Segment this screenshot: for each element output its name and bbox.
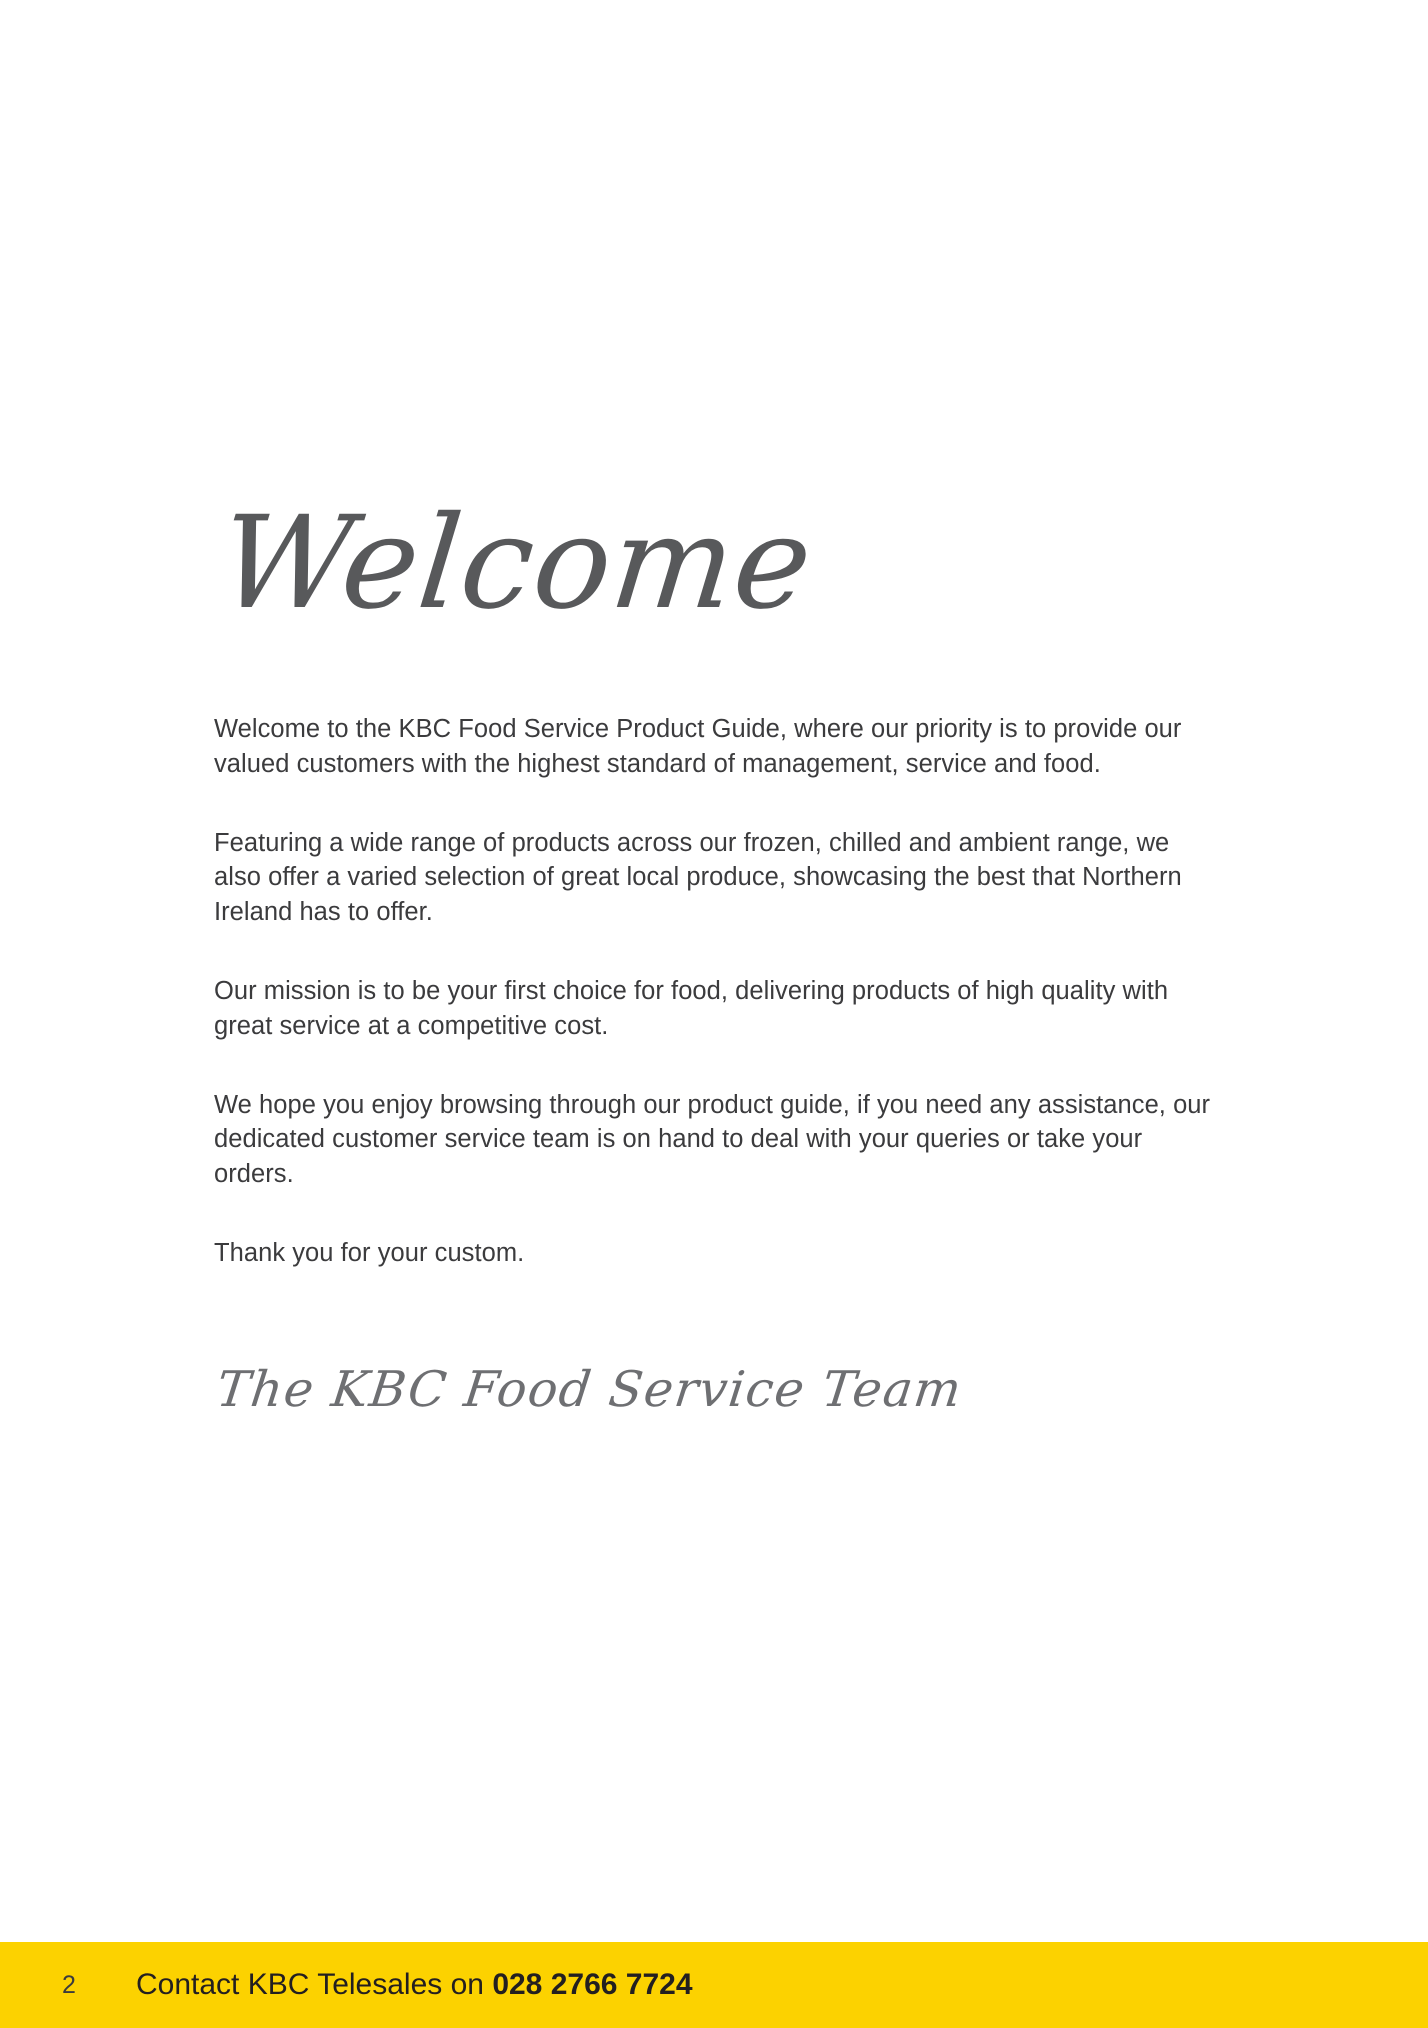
paragraph-5: Thank you for your custom. <box>214 1238 525 1267</box>
footer-page-number: 2 <box>62 1970 76 1999</box>
paragraph-4: We hope you enjoy browsing through our product guide, if you need any assistance, our dedicated customer service team is on hand to deal with your queries or take your orders. <box>214 1090 1211 1189</box>
footer-contact <box>136 1968 693 2002</box>
paragraph-3: Our mission is to be your first choice for food, delivering products of high quality with great service at a competitive cost. <box>214 976 1169 1040</box>
welcome-body <box>214 712 1214 1271</box>
welcome-section <box>212 489 1214 1418</box>
footer-phone-number: 028 2766 7724 <box>492 1968 693 2001</box>
paragraph-2: Featuring a wide range of products across our frozen, chilled and ambient range, we also offer a varied selection of great local produce, showcasing the best that Northern Ireland has to offer. <box>214 828 1182 927</box>
signature-line: The KBC Food Service Team <box>213 1360 966 1418</box>
page-footer <box>0 1942 1428 2028</box>
page-title: Welcome <box>212 489 820 638</box>
paragraph-1: Welcome to the KBC Food Service Product Guide, where our priority is to provide our valued customers with the highest standard of management, service and food. <box>214 715 1182 778</box>
footer-contact-label: Contact KBC Telesales on <box>136 1968 493 2001</box>
